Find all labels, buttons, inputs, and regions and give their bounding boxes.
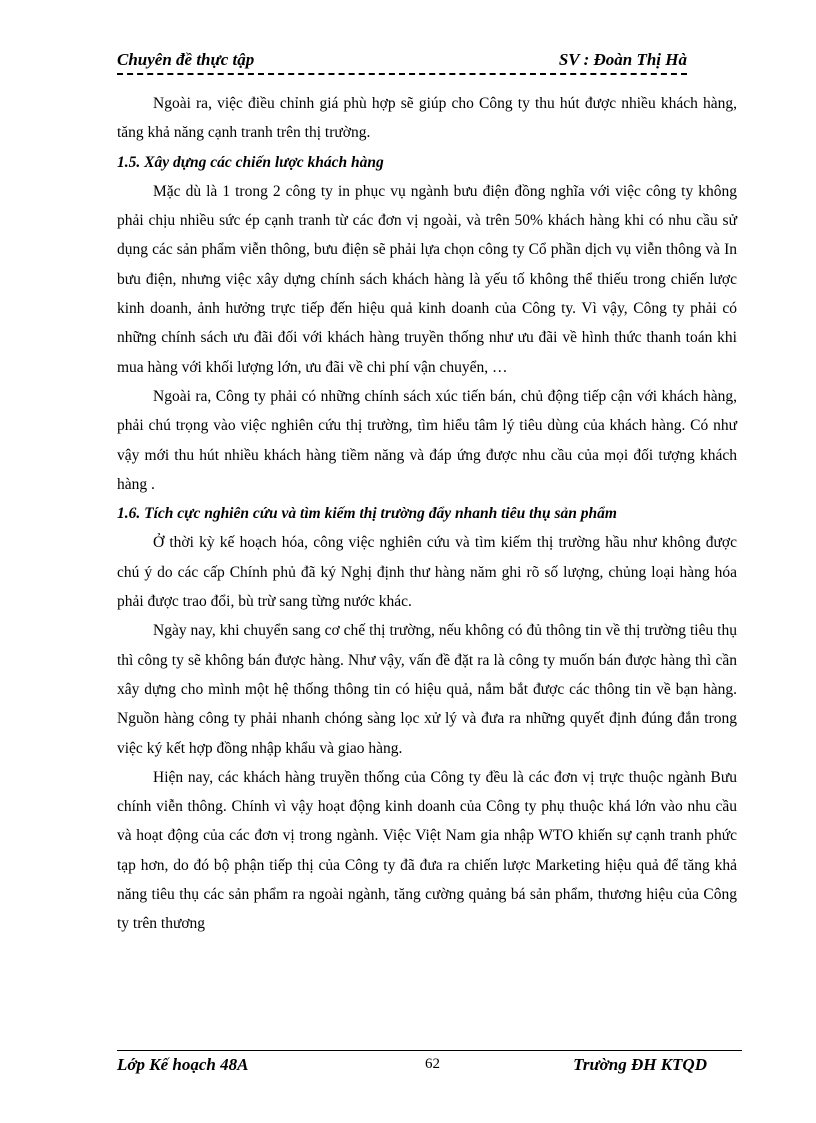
footer-divider (117, 1050, 742, 1051)
section-heading: 1.6. Tích cực nghiên cứu và tìm kiếm thị trường đẩy nhanh tiêu thụ sản phẩm (117, 505, 617, 523)
paragraph: Hiện nay, các khách hàng truyền thống của Công ty đều là các đơn vị trực thuộc ngành Bưu chính viễn thông. Chính vì vậy hoạt động kinh doanh của Công ty phụ thuộc khá lớn vào nhu cầu và hoạt động của các đơn vị trong ngành. Việc Việt Nam gia nhập WTO khiến sự cạnh tranh phức tạp hơn, do đó bộ phận tiếp thị của Công ty đã đưa ra chiến lược Marketing hiệu quả để tăng khả năng tiêu thụ các sản phẩm ra ngoài ngành, tăng cường quảng bá sản phẩm, thương hiệu của Công ty trên thương (117, 768, 737, 933)
header-author: SV : Đoàn Thị Hà (558, 50, 687, 69)
header-divider (117, 73, 687, 75)
page-footer (117, 1055, 707, 1077)
footer-school: Trường ĐH KTQD (573, 1055, 707, 1074)
paragraph: Ngoài ra, việc điều chỉnh giá phù hợp sẽ giúp cho Công ty thu hút được nhiều khách hàng, tăng khả năng cạnh tranh trên thị trường. (117, 95, 737, 142)
paragraph: Ở thời kỳ kế hoạch hóa, công việc nghiên cứu và tìm kiếm thị trường hầu như không được chú ý do các cấp Chính phủ đã ký Nghị định thư hàng năm ghi rõ số lượng, chủng loại hàng hóa phải được trao đổi, bù trừ sang từng nước khác. (117, 534, 737, 611)
paragraph: Ngoài ra, Công ty phải có những chính sách xúc tiến bán, chủ động tiếp cận với khách hàng, phải chú trọng vào việc nghiên cứu thị trường, tìm hiểu tâm lý tiêu dùng của khách hàng. Có như vậy mới thu hút nhiều khách hàng tiềm năng và đáp ứng được nhu cầu của mọi đối tượng khách hàng . (117, 387, 737, 493)
section-heading: 1.5. Xây dựng các chiến lược khách hàng (117, 153, 384, 171)
paragraph: Ngày nay, khi chuyển sang cơ chế thị trường, nếu không có đủ thông tin về thị trường tiêu thụ thì công ty sẽ không bán được hàng. Như vậy, vấn đề đặt ra là công ty muốn bán được hàng thì cần xây dựng cho mình một hệ thống thông tin có hiệu quả, nắm bắt được các thông tin về bạn hàng. Nguồn hàng công ty phải nhanh chóng sàng lọc xử lý và đưa ra những quyết định đúng đắn trong việc ký kết hợp đồng nhập khẩu và giao hàng. (117, 622, 737, 757)
footer-class: Lớp Kế hoạch 48A (117, 1055, 249, 1074)
document-body (117, 89, 737, 939)
page-number: 62 (425, 1056, 440, 1072)
page-header (117, 50, 687, 72)
paragraph: Mặc dù là 1 trong 2 công ty in phục vụ ngành bưu điện đồng nghĩa với việc công ty không phải chịu nhiều sức ép cạnh tranh từ các đơn vị ngoài, và trên 50% khách hàng khi có nhu cầu sử dụng các sản phẩm viễn thông, bưu điện sẽ phải lựa chọn công ty Cổ phần dịch vụ viễn thông và In bưu điện, nhưng việc xây dựng chính sách khách hàng là yếu tố không thể thiếu trong chiến lược kinh doanh, ảnh hưởng trực tiếp đến hiệu quả kinh doanh của Công ty. Vì vậy, Công ty phải có những chính sách ưu đãi đối với khách hàng truyền thống như ưu đãi về hình thức thanh toán khi mua hàng với khối lượng lớn, ưu đãi về chi phí vận chuyển, … (117, 182, 737, 376)
header-title: Chuyên đề thực tập (117, 50, 255, 69)
